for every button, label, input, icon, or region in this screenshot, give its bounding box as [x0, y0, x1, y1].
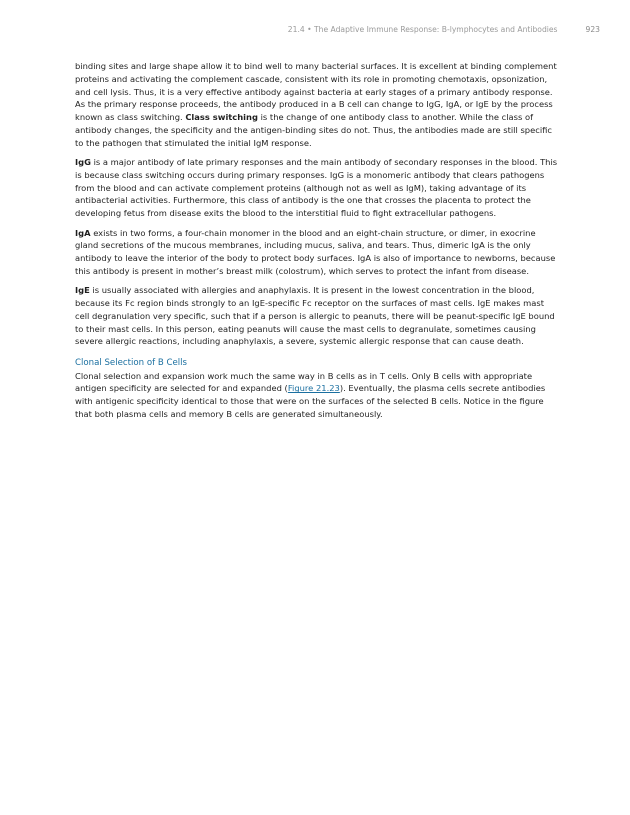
paragraph-iga: [75, 227, 560, 278]
figure-link[interactable]: Figure 21.23: [287, 383, 340, 394]
paragraph-ige: [75, 284, 560, 348]
paragraph-text: exists in two forms, a four-chain monomer in the blood and an eight-chain structure, or dimer, in exocrine gland secretions of the mucous membranes, including mucus, saliva, and tears. Thus, dimeric IgA is the only antibody to leave the interior of the body to protect body surfaces. IgA is also of importance to newborns, because this antibody is present in mother’s breast milk (colostrum), which serves to protect the infant from disease.: [75, 227, 556, 276]
paragraph-text: is a major antibody of late primary responses and the main antibody of secondary responses in the blood. This is because class switching occurs during primary responses. IgG is a monomeric antibody that clears pathogens from the blood and can activate complement proteins (although not as well as IgM), taking advantage of its antibacterial activities. Furthermore, this class of antibody is the one that crosses the placenta to protect the developing fetus from disease exits the blood to the interstitial fluid to fight extracellular pathogens.: [75, 157, 558, 219]
running-header: [288, 25, 600, 34]
term-iga: IgA: [75, 227, 91, 238]
paragraph-text: is usually associated with allergies and anaphylaxis. It is present in the lowest concentration in the blood, because its Fc region binds strongly to an IgE-specific Fc receptor on the surfaces of mast cells. IgE makes mast cell degranulation very specific, such that if a person is allergic to peanuts, there will be peanut-specific IgE bound to their mast cells. In this person, eating peanuts will cause the mast cells to degranulate, sometimes causing severe allergic reactions, including anaphylaxis, a severe, systemic allergic response that can cause death.: [75, 285, 555, 347]
paragraph-text: Clonal selection and expansion work much the same way in B cells as in T cells. Only B cells with appropriate antigen specificity are selected for and expanded (: [75, 370, 533, 394]
paragraph-text: is the change of one antibody class to another. While the class of antibody changes, the specificity and the antigen-binding sites do not. Thus, the antibodies made are still specific to the pathogen that stimulated the initial IgM response.: [75, 112, 552, 148]
paragraph-igm-class-switching: [75, 60, 560, 150]
running-title: 21.4 • The Adaptive Immune Response: B-lymphocytes and Antibodies: [287, 25, 558, 34]
paragraph-clonal-selection: [75, 370, 560, 421]
term-igg: IgG: [75, 157, 91, 168]
paragraph-text: binding sites and large shape allow it to bind well to many bacterial surfaces. It is excellent at binding complement proteins and activating the complement cascade, consistent with its role in promoting chemotaxis, opsonization, and cell lysis. Thus, it is a very effective antibody against bacteria at early stages of a primary antibody response. As the primary response proceeds, the antibody produced in a B cell can change to IgG, IgA, or IgE by the process known as class switching.: [75, 61, 557, 123]
page-number: 923: [585, 25, 600, 34]
term-class-switching: Class switching: [185, 112, 258, 123]
section-heading: Clonal Selection of B Cells: [75, 357, 187, 368]
paragraph-text: ). Eventually, the plasma cells secrete antibodies with antigenic specificity identical to those that were on the surfaces of the selected B cells. Notice in the figure that both plasma cells and memory B cells are generated simultaneously.: [75, 383, 546, 419]
paragraph-igg: [75, 156, 560, 220]
term-ige: IgE: [75, 285, 90, 296]
page-body: [75, 60, 560, 427]
